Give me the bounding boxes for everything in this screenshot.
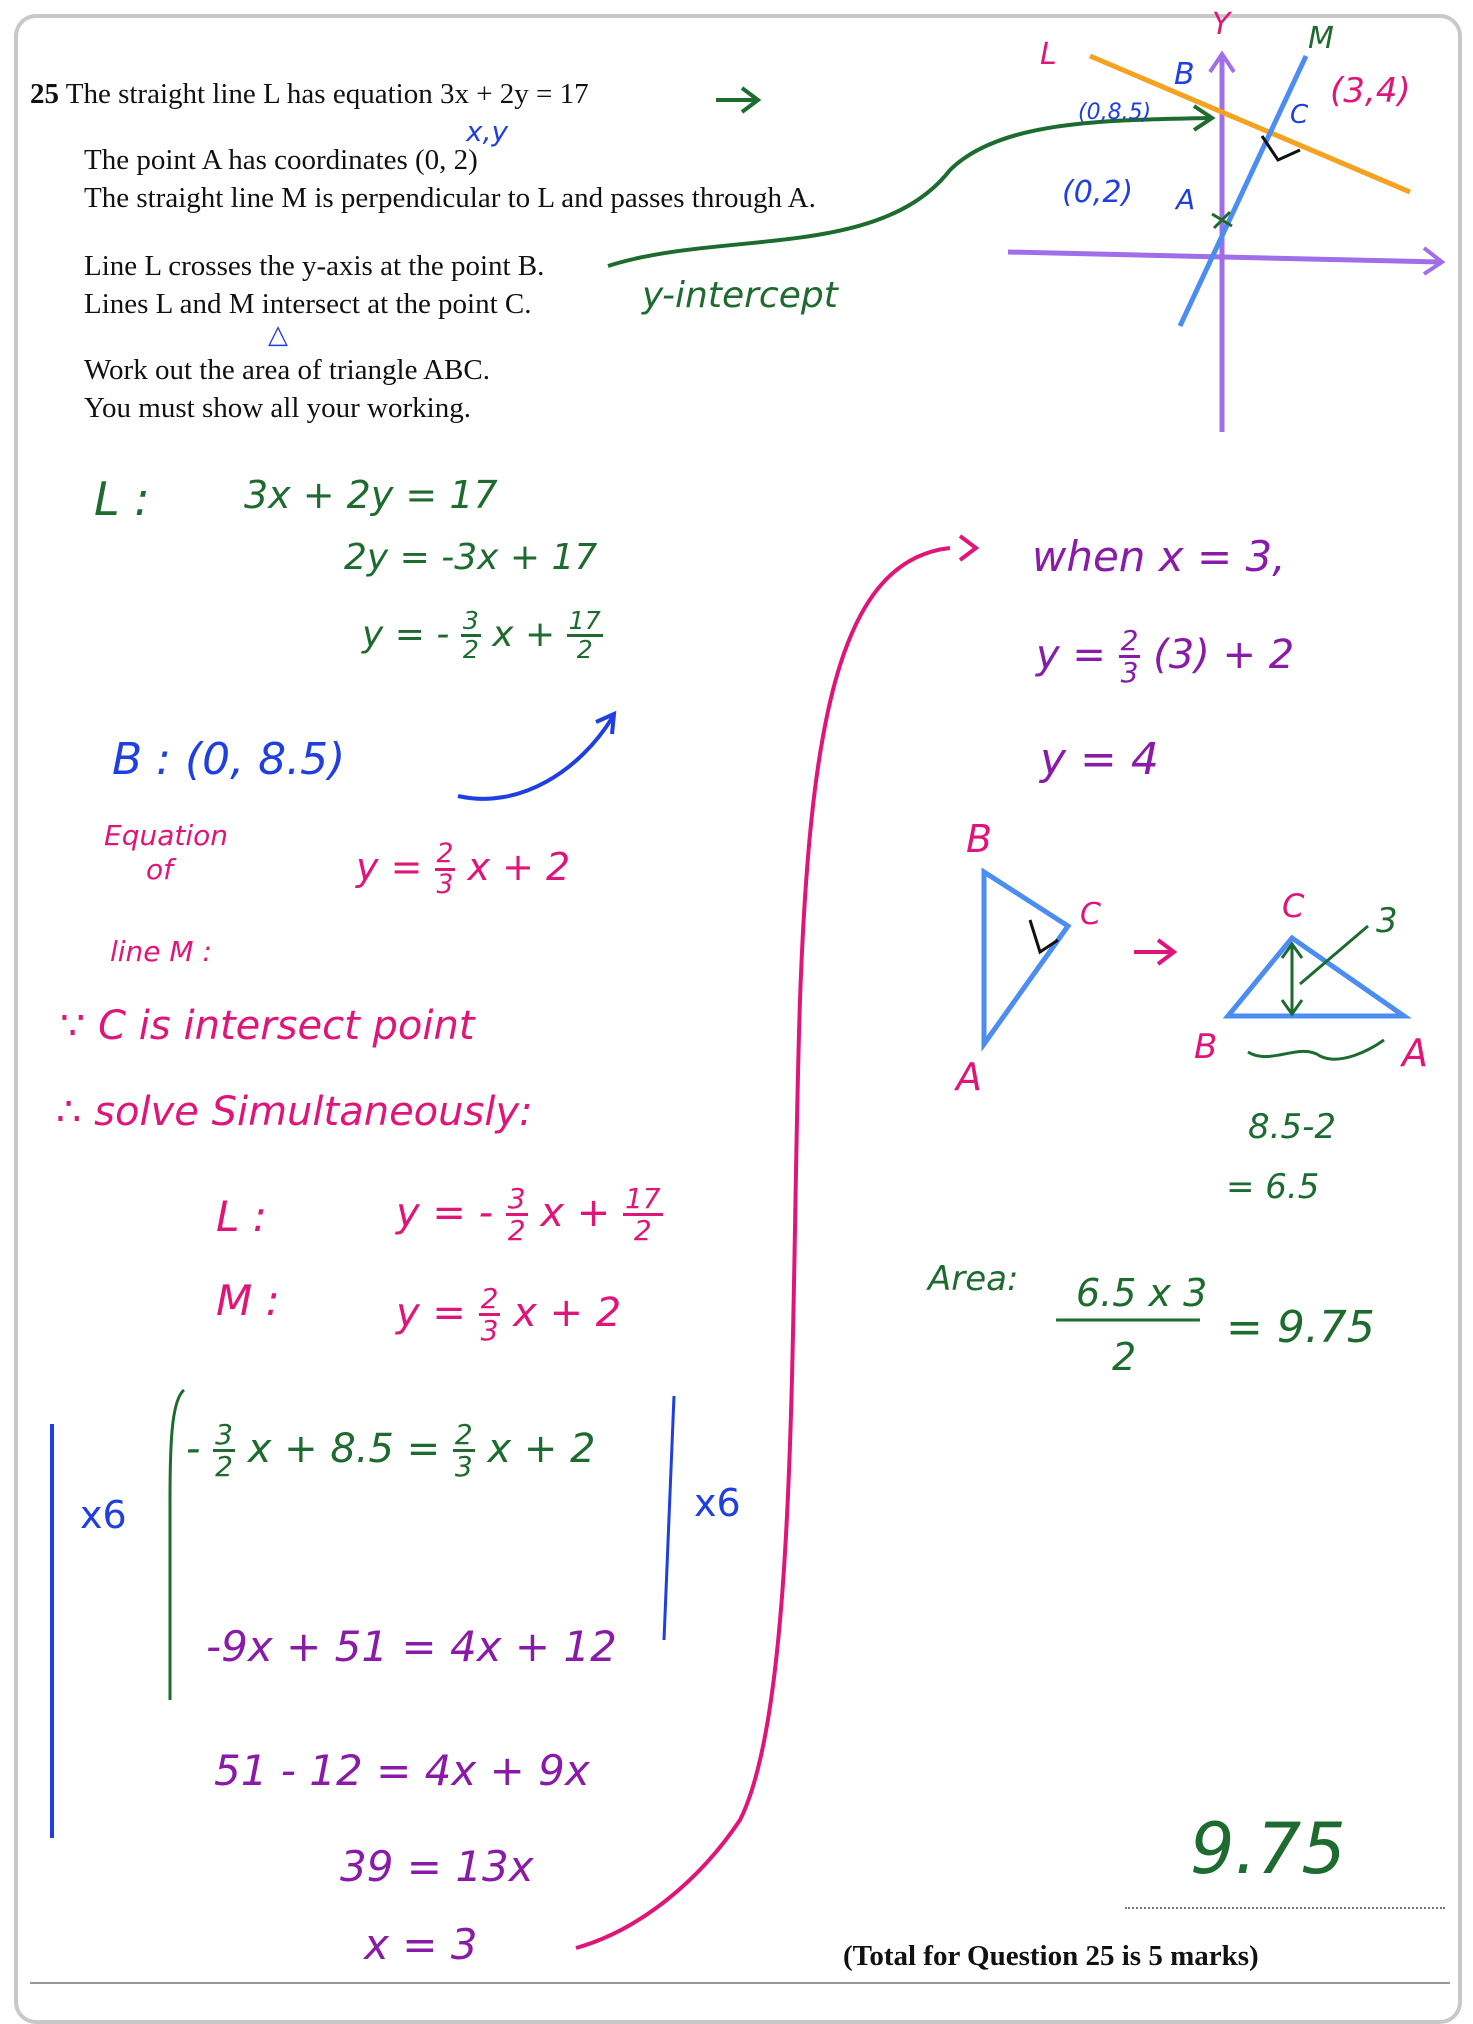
working-sim-l-label: L : [216, 1192, 267, 1241]
working-l-eq-2: 2y = -3x + 17 [344, 537, 598, 578]
answer-line [1125, 1907, 1445, 1909]
question-line-4: Line L crosses the y-axis at the point B. [84, 250, 545, 282]
working-equation-of-2: of [146, 853, 173, 886]
question-line-3: The straight line M is perpendicular to L and passes through A. [84, 182, 816, 214]
working-step-3: 39 = 13x [340, 1842, 534, 1891]
working-y-value: y = 4 [1040, 734, 1159, 785]
area-denominator: 2 [1112, 1335, 1137, 1379]
working-equation-of-3: line M : [110, 935, 212, 968]
question-line-7: You must show all your working. [84, 392, 471, 424]
base-brace [1248, 1040, 1384, 1059]
area-numerator: 6.5 x 3 [1076, 1271, 1208, 1315]
equation-arrow [716, 88, 758, 112]
question-line-2: The point A has coordinates (0, 2) [84, 144, 478, 176]
triangle-label-b: B [966, 817, 993, 861]
sketch-a-coordinates: (0,2) [1062, 175, 1134, 210]
sketch-label-y: Y [1212, 7, 1231, 42]
sketch-label-l: L [1040, 37, 1057, 72]
substitute-arrow [576, 548, 950, 1948]
working-x6-left: x6 [80, 1493, 127, 1537]
area-result: = 9.75 [1226, 1302, 1375, 1353]
triangle-rotate-arrow [1134, 940, 1174, 964]
b-arrow [458, 718, 612, 799]
annotation-xy: x,y [466, 115, 509, 148]
question-number: 25 [30, 78, 59, 110]
sketch-label-a: A [1176, 183, 1196, 216]
working-since-line: ∵ C is intersect point [60, 1003, 475, 1049]
area-label: Area: [928, 1259, 1019, 1299]
working-sim-m-eq: y = $\frac{2}{3}$ x + 2 [396, 1282, 622, 1348]
annotation-y-intercept: y-intercept [642, 275, 838, 316]
triangle2-label-c: C [1282, 887, 1305, 925]
question-line-5: Lines L and M intersect at the point C. [84, 288, 532, 320]
working-b-point: B : (0, 8.5) [112, 734, 346, 785]
working-m-equation: y = $\frac{2}{3}$ x + 2 [356, 838, 571, 900]
question-total: (Total for Question 25 is 5 marks) [843, 1940, 1259, 1972]
working-sim-m-label: M : [216, 1276, 280, 1325]
working-when-x: when x = 3, [1032, 532, 1286, 581]
base-calc-2: = 6.5 [1226, 1167, 1320, 1207]
working-therefore-line: ∴ solve Simultaneously: [56, 1089, 533, 1135]
triangle-label-c: C [1080, 897, 1101, 932]
question-line-6: Work out the area of triangle ABC. [84, 354, 490, 386]
working-step-1: -9x + 51 = 4x + 12 [206, 1622, 617, 1671]
sketch-c-coordinates: (3,4) [1330, 71, 1411, 111]
question-text-1: The straight line L has equation 3x + 2y = 17 [65, 78, 589, 110]
working-l-eq-1: 3x + 2y = 17 [244, 473, 498, 517]
annotation-triangle-symbol: △ [268, 320, 288, 350]
sketch-label-m: M [1308, 21, 1334, 56]
triangle-abc [984, 872, 1068, 1044]
triangle-abc-rotated [1228, 938, 1404, 1016]
working-combined-eq: - $\frac{3}{2}$ x + 8.5 = $\frac{2}{3}$ x + 2 [186, 1418, 596, 1484]
final-answer: 9.75 [1190, 1808, 1346, 1890]
sketch-label-c: C [1290, 100, 1309, 130]
triangle2-label-b: B [1194, 1027, 1218, 1067]
sketch-b-coordinates: (0,8.5) [1078, 100, 1152, 125]
bottom-rule [30, 1982, 1450, 1984]
working-y-substitution: y = $\frac{2}{3}$ (3) + 2 [1036, 624, 1295, 690]
working-equation-of-1: Equation [104, 819, 229, 852]
base-calc-1: 8.5-2 [1248, 1107, 1336, 1147]
working-step-4: x = 3 [364, 1920, 478, 1969]
working-l-label: L : [94, 472, 150, 526]
working-sim-l-eq: y = - $\frac{3}{2}$ x + $\frac{17}{2}$ [396, 1182, 661, 1248]
working-step-2: 51 - 12 = 4x + 9x [214, 1746, 590, 1795]
sketch-line-m [1180, 56, 1309, 326]
working-x6-right: x6 [694, 1481, 741, 1525]
triangle2-label-a: A [1402, 1031, 1428, 1075]
x6-right-bar [664, 1396, 674, 1640]
working-l-eq-3: y = - $\frac{3}{2}$ x + $\frac{17}{2}$ [362, 606, 601, 665]
triangle2-height-label: 3 [1376, 901, 1398, 941]
sketch-label-b: B [1174, 57, 1195, 92]
triangle-label-a: A [956, 1055, 982, 1099]
